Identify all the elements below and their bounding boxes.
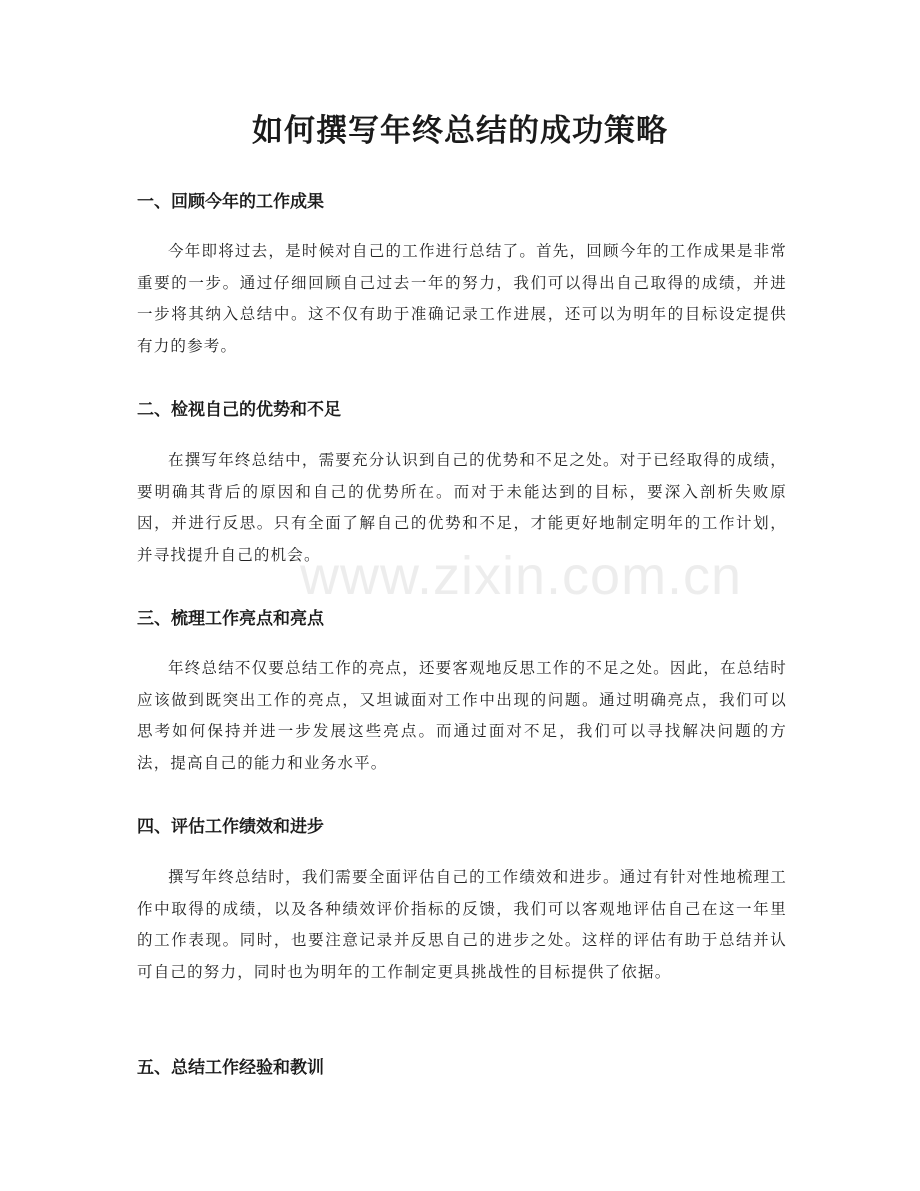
section-paragraph-3: 年终总结不仅要总结工作的亮点，还要客观地反思工作的不足之处。因此，在总结时应该做到既突出工作的亮点，又坦诚面对工作中出现的问题。通过明确亮点，我们可以思考如何保持并进一步发展这些亮点。而通过面对不足，我们可以寻找解决问题的方法，提高自己的能力和业务水平。: [137, 659, 787, 772]
section-paragraph-2: 在撰写年终总结中，需要充分认识到自己的优势和不足之处。对于已经取得的成绩，要明确其背后的原因和自己的优势所在。而对于未能达到的目标，要深入剖析失败原因，并进行反思。只有全面了解自己的优势和不足，才能更好地制定明年的工作计划，并寻找提升自己的机会。: [137, 451, 787, 564]
section-paragraph-4: 撰写年终总结时，我们需要全面评估自己的工作绩效和进步。通过有针对性地梳理工作中取得的成绩，以及各种绩效评价指标的反馈，我们可以客观地评估自己在这一年里的工作表现。同时，也要注意记录并反思自己的进步之处。这样的评估有助于总结并认可自己的努力，同时也为明年的工作制定更具挑战性的目标提供了依据。: [137, 868, 787, 981]
section-heading-3: 三、梳理工作亮点和亮点: [137, 609, 324, 629]
section-paragraph-1: 今年即将过去，是时候对自己的工作进行总结了。首先，回顾今年的工作成果是非常重要的一步。通过仔细回顾自己过去一年的努力，我们可以得出自己取得的成绩，并进一步将其纳入总结中。这不仅有助于准确记录工作进展，还可以为明年的目标设定提供有力的参考。: [137, 242, 787, 355]
section-heading-2: 二、检视自己的优势和不足: [137, 400, 341, 420]
section-heading-5: 五、总结工作经验和教训: [137, 1058, 324, 1078]
watermark-text: www.zixin.com.cn: [300, 546, 743, 606]
document-title: 如何撰写年终总结的成功策略: [252, 113, 668, 149]
section-heading-1: 一、回顾今年的工作成果: [137, 192, 324, 212]
section-heading-4: 四、评估工作绩效和进步: [137, 817, 324, 837]
